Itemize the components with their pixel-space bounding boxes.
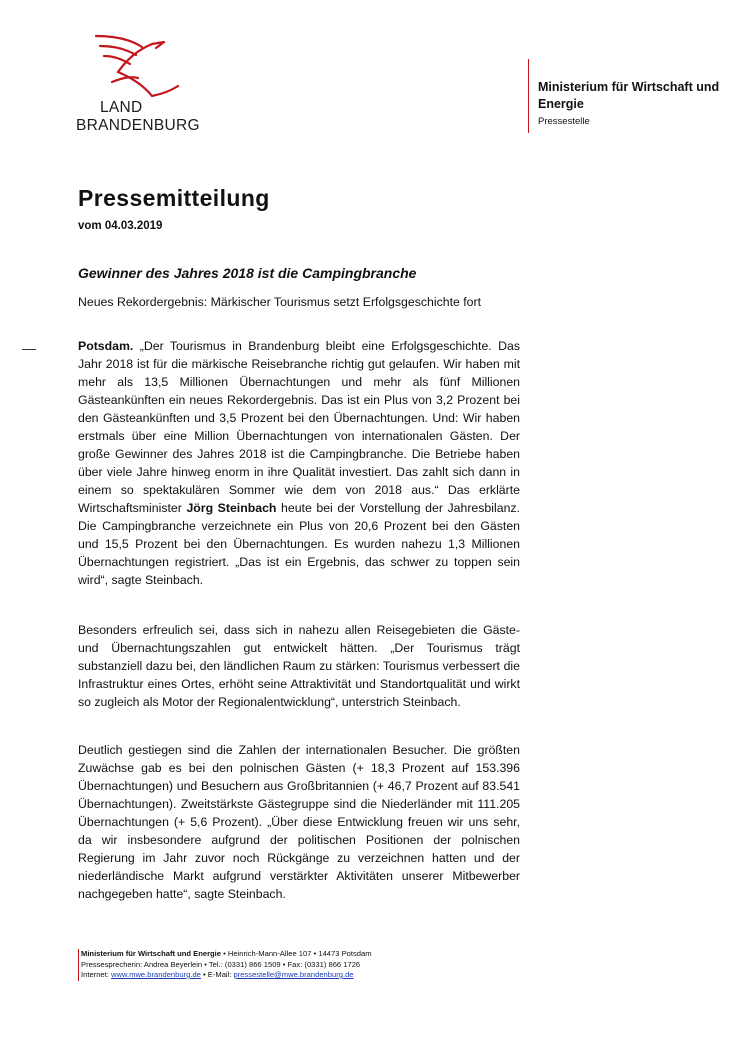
paragraph-1-part-1: „Der Tourismus in Brandenburg bleibt eine Erfolgsgeschichte. Das Jahr 2018 ist für die märkische Reisebranche richtig gut gelaufen. Wir haben mit mehr als 13,5 Millionen Übernachtungen und mehr als fünf Millionen Gästeankünften ein neues Rekordergebnis. Das ist ein Plus von 3,2 Prozent bei den Gästeankünften und 3,5 Prozent bei den Übernachtungen. Und: Wir haben erstmals über eine Million Übernachtungen von internationalen Gästen. Der große Gewinner des Jahres 2018 ist die Campingbranche. Die Betriebe haben über viele Jahre hinweg enorm in ihre Qualität investiert. Das zahlt sich dann in einem so spektakulären Sommer wie dem von 2018 aus.“ Das erklärte Wirtschaftsminister bbox=[78, 339, 520, 515]
page-title: Pressemitteilung bbox=[78, 185, 270, 211]
subheadline: Neues Rekordergebnis: Märkischer Tourismus setzt Erfolgsgeschichte fort bbox=[78, 295, 482, 309]
paragraph-2: Besonders erfreulich sei, dass sich in nahezu allen Reisegebieten die Gäste- und Übernachtungszahlen gut entwickelt hätten. „Der Tourismus trägt substanziell dazu bei, den ländlichen Raum zu stärken: Tourismus verbessert die Infrastruktur eines Ortes, erhöht seine Attraktivität und Standortqualität und wirkt so zugleich als Motor der Regionalentwicklung“, unterstrich Steinbach. bbox=[78, 623, 520, 709]
ministry-department: Pressestelle bbox=[538, 116, 590, 127]
dateline: Potsdam. bbox=[78, 339, 134, 353]
footer-email-label: • E-Mail: bbox=[200, 970, 234, 979]
footer-line-1 bbox=[81, 949, 372, 960]
footer-website-link[interactable]: www.mwe.brandenburg.de bbox=[110, 970, 201, 979]
land-brandenburg-logo bbox=[76, 32, 216, 142]
ministry-divider bbox=[528, 59, 529, 133]
paragraph-1-part-2: heute bei der Vorstellung der Jahresbilanz. Die Campingbranche verzeichnete ein Plus von 20,6 Prozent bei den Gästen und 15,5 Prozent bei den Übernachtungen. Es wurden nahezu 1,3 Millionen Übernachtungen registriert. „Das ist ein Ergebnis, das schwer zu toppen sein wird“, sagte Steinbach. bbox=[78, 501, 520, 587]
footer-line-3 bbox=[81, 970, 372, 981]
ministry-name: Ministerium für Wirtschaft und Energie bbox=[538, 80, 720, 111]
footer bbox=[78, 949, 372, 981]
footer-address: • Heinrich-Mann-Allee 107 • 14473 Potsdam bbox=[221, 949, 372, 958]
logo-land-text: LAND bbox=[100, 99, 143, 116]
paragraph-3: Deutlich gestiegen sind die Zahlen der internationalen Besucher. Die größten Zuwächse gab es bei den polnischen Gästen (+ 18,3 Prozent auf 153.396 Übernachtungen) und Besuchern aus Großbritannien (+ 46,7 Prozent auf 83.541 Übernachtungen). Zweitstärkste Gästegruppe sind die Niederländer mit 111.205 Übernachtungen (+ 5,6 Prozent). „Über diese Entwicklung freuen wir uns sehr, da wir insbesondere aufgrund der politischen Positionen der polnischen Regierung im Jahr zuvor noch Rückgänge zu verzeichnen hatten und der niederländische Markt aufgrund verstärkter Aktivitäten unserer Mitbewerber nachgegeben hatte“, sagte Steinbach. bbox=[78, 743, 520, 901]
ministry-block bbox=[538, 79, 728, 127]
footer-ministry: Ministerium für Wirtschaft und Energie bbox=[81, 949, 222, 958]
minister-name: Jörg Steinbach bbox=[186, 501, 277, 515]
paragraph-1 bbox=[78, 337, 520, 589]
footer-press-line: Pressesprecherin: Andrea Beyerlein • Tel.: (0331) 866 1509 • Fax: (0331) 866 1726 bbox=[81, 959, 361, 969]
footer-email-link[interactable]: pressestelle@mwe.brandenburg.de bbox=[233, 970, 354, 979]
margin-mark bbox=[22, 349, 36, 350]
release-date: vom 04.03.2019 bbox=[78, 220, 163, 232]
logo-brandenburg-text: BRANDENBURG bbox=[76, 117, 200, 134]
red-eagle-icon bbox=[92, 32, 192, 104]
footer-internet-label: Internet: bbox=[81, 970, 111, 979]
headline: Gewinner des Jahres 2018 ist die Campingbranche bbox=[78, 265, 417, 281]
